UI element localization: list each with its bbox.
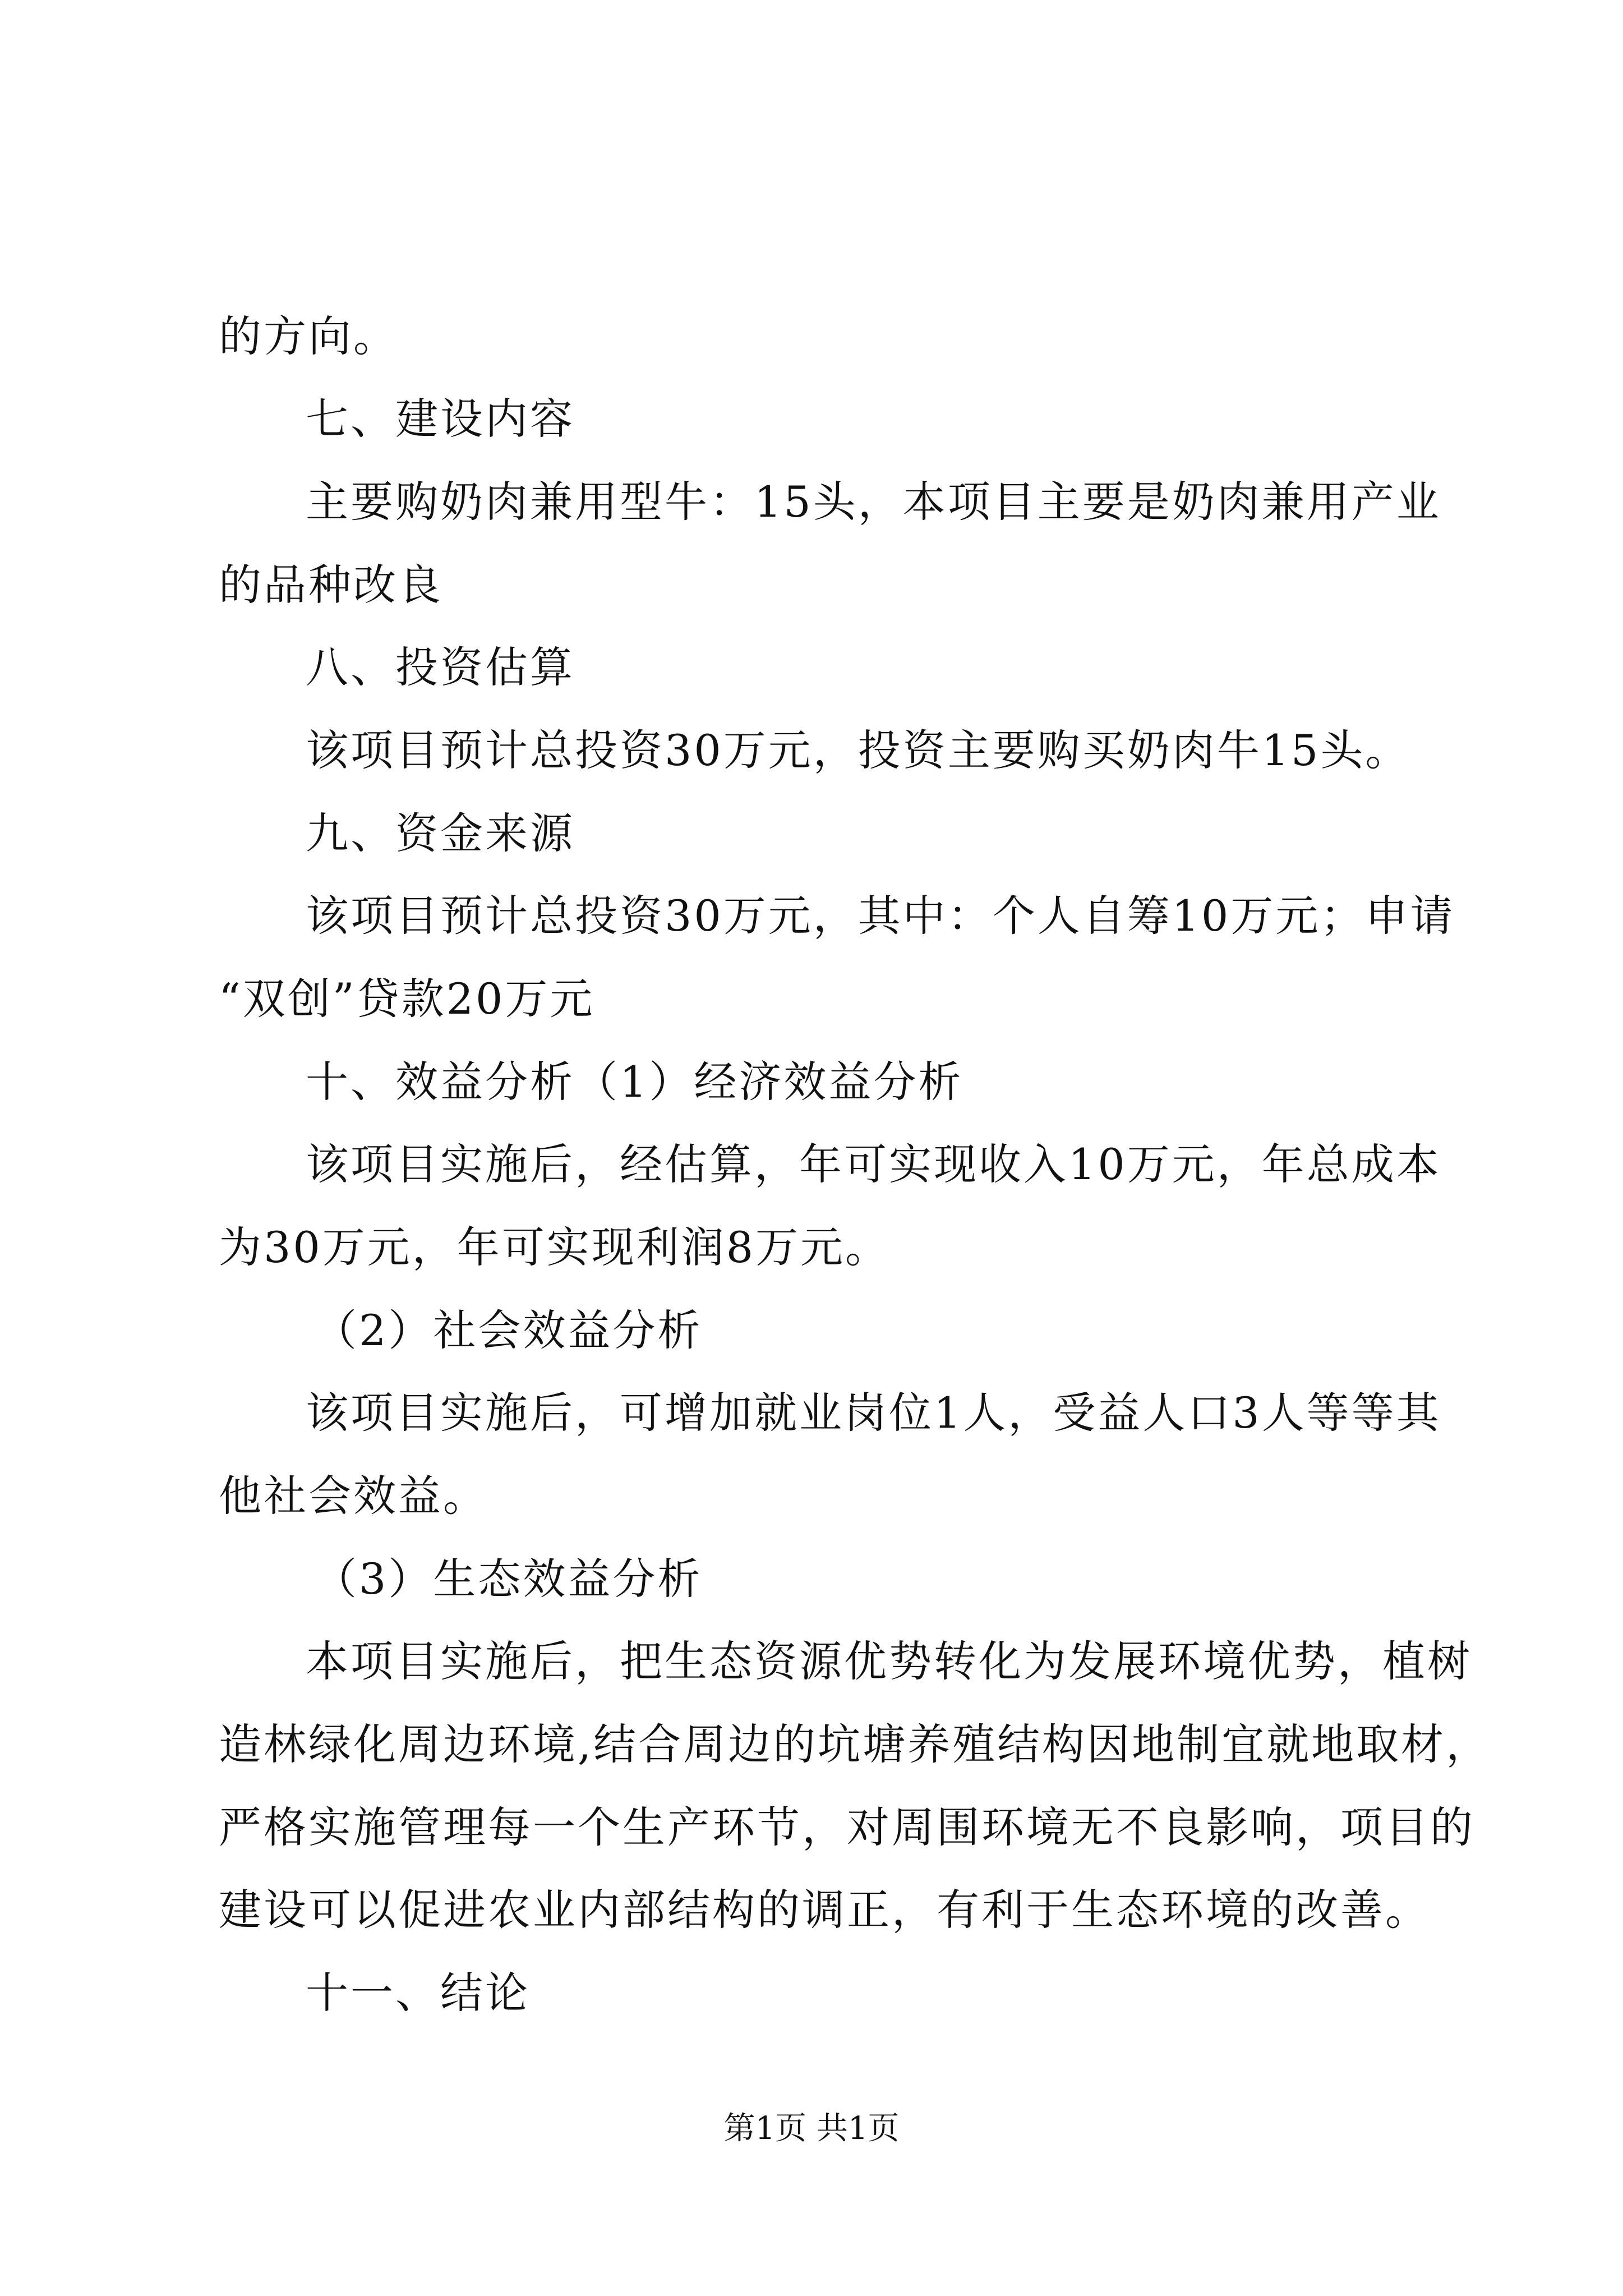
subsection-heading: （3）生态效益分析 <box>314 1554 703 1604</box>
text-line: 该项目预计总投资30万元，其中：个人自筹10万元；申请 <box>306 891 1455 941</box>
page-footer: 第1页 共1页 <box>723 2110 900 2147</box>
text-line: 为30万元，年可实现利润8万元。 <box>219 1222 891 1272</box>
section-heading: 九、资金来源 <box>306 808 575 858</box>
text-line: 建设可以促进农业内部结构的调正，有利于生态环境的改善。 <box>219 1885 1430 1935</box>
text-line: 的品种改良 <box>219 560 443 610</box>
text-line: “双创”贷款20万元 <box>219 974 595 1024</box>
section-heading: 十、效益分析（1）经济效益分析 <box>306 1057 963 1107</box>
text-line: 的方向。 <box>219 311 398 361</box>
section-heading: 八、投资估算 <box>306 642 575 692</box>
text-line: 严格实施管理每一个生产环节，对周围环境无不良影响，项目的 <box>219 1802 1475 1852</box>
text-line: 该项目预计总投资30万元，投资主要购买奶肉牛15头。 <box>306 725 1410 775</box>
subsection-heading: （2）社会效益分析 <box>314 1305 703 1355</box>
text-line: 本项目实施后，把生态资源优势转化为发展环境优势，植树 <box>306 1636 1472 1686</box>
text-line: 他社会效益。 <box>219 1471 488 1521</box>
section-heading: 十一、结论 <box>306 1968 530 2018</box>
text-line: 该项目实施后，经估算，年可实现收入10万元，年总成本 <box>306 1139 1441 1189</box>
text-line: 主要购奶肉兼用型牛：15头，本项目主要是奶肉兼用产业 <box>306 477 1441 527</box>
text-line: 该项目实施后，可增加就业岗位1人，受益人口3人等等其 <box>306 1388 1441 1438</box>
text-line: 造林绿化周边环境,结合周边的坑塘养殖结构因地制宜就地取材， <box>219 1719 1491 1769</box>
section-heading: 七、建设内容 <box>306 394 575 444</box>
